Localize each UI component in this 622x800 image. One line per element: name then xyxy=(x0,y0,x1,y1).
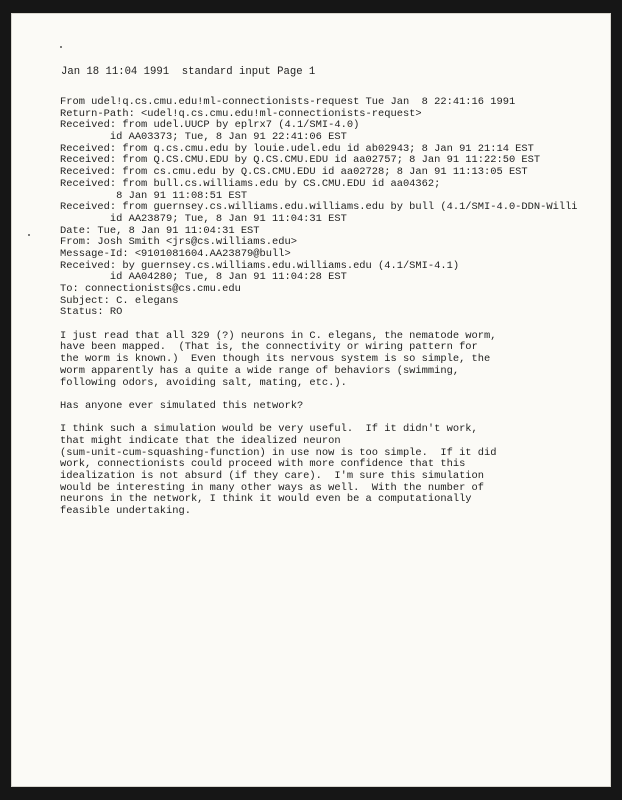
text-line: would be interesting in many other ways as well. With the number of xyxy=(60,481,485,494)
text-line: Has anyone ever simulated this network? xyxy=(60,399,304,412)
page-header: Jan 18 11:04 1991 standard input Page 1 xyxy=(61,66,316,78)
text-line: Received: from bull.cs.williams.edu by CS.CMU.EDU id aa04362; xyxy=(60,177,441,190)
text-line: Subject: C. elegans xyxy=(60,294,179,307)
text-line: that might indicate that the idealized neuron xyxy=(60,434,341,447)
text-line: 8 Jan 91 11:08:51 EST xyxy=(60,189,248,202)
text-line: From udel!q.cs.cmu.edu!ml-connectionists-request Tue Jan 8 22:41:16 1991 xyxy=(60,96,516,108)
text-line: Status: RO xyxy=(60,306,123,319)
text-line: worm apparently has a quite a wide range of behaviors (swimming, xyxy=(60,364,460,377)
text-line: Received: from guernsey.cs.williams.edu.williams.edu by bull (4.1/SMI-4.0-DDN-Willi xyxy=(60,201,578,214)
text-line: I just read that all 329 (?) neurons in C. elegans, the nematode worm, xyxy=(60,329,497,342)
text-line: To: connectionists@cs.cmu.edu xyxy=(60,283,241,295)
text-line: have been mapped. (That is, the connectivity or wiring pattern for xyxy=(60,341,478,354)
text-line: Message-Id: <9101081604.AA23879@bull> xyxy=(60,247,291,260)
text-line: work, connectionists could proceed with more confidence that this xyxy=(60,458,466,471)
paper-speck xyxy=(28,234,30,236)
text-line: Received: from udel.UUCP by eplrx7 (4.1/SMI-4.0) xyxy=(60,119,360,132)
text-line: (sum-unit-cum-squashing-function) in use now is too simple. If it did xyxy=(60,446,497,459)
text-line: From: Josh Smith <jrs@cs.williams.edu> xyxy=(60,236,297,249)
text-line xyxy=(60,319,578,331)
email-body xyxy=(60,97,578,518)
text-line: Received: by guernsey.cs.williams.edu.williams.edu (4.1/SMI-4.1) xyxy=(60,259,460,272)
document-page xyxy=(12,14,610,786)
text-line: following odors, avoiding salt, mating, etc.). xyxy=(60,376,347,389)
text-line: id AA04280; Tue, 8 Jan 91 11:04:28 EST xyxy=(60,271,347,284)
text-line: the worm is known.) Even though its nervous system is so simple, the xyxy=(60,353,491,366)
text-line: Date: Tue, 8 Jan 91 11:04:31 EST xyxy=(60,224,260,237)
text-line: neurons in the network, I think it would even be a computationally xyxy=(60,493,472,506)
text-line: Received: from Q.CS.CMU.EDU by Q.CS.CMU.EDU id aa02757; 8 Jan 91 11:22:50 EST xyxy=(60,154,541,167)
text-line: idealization is not absurd (if they care). I'm sure this simulation xyxy=(60,470,485,482)
text-line: feasible undertaking. xyxy=(60,505,191,518)
text-line: I think such a simulation would be very useful. If it didn't work, xyxy=(60,423,478,436)
text-line: Received: from q.cs.cmu.edu by louie.udel.edu id ab02943; 8 Jan 91 21:14 EST xyxy=(60,142,534,155)
paper-speck xyxy=(60,46,62,48)
text-line: id AA03373; Tue, 8 Jan 91 22:41:06 EST xyxy=(60,131,347,144)
text-line: Received: from cs.cmu.edu by Q.CS.CMU.EDU id aa02728; 8 Jan 91 11:13:05 EST xyxy=(60,166,528,179)
text-line: Return-Path: <udel!q.cs.cmu.edu!ml-connectionists-request> xyxy=(60,107,422,120)
text-line: id AA23879; Tue, 8 Jan 91 11:04:31 EST xyxy=(60,212,347,225)
